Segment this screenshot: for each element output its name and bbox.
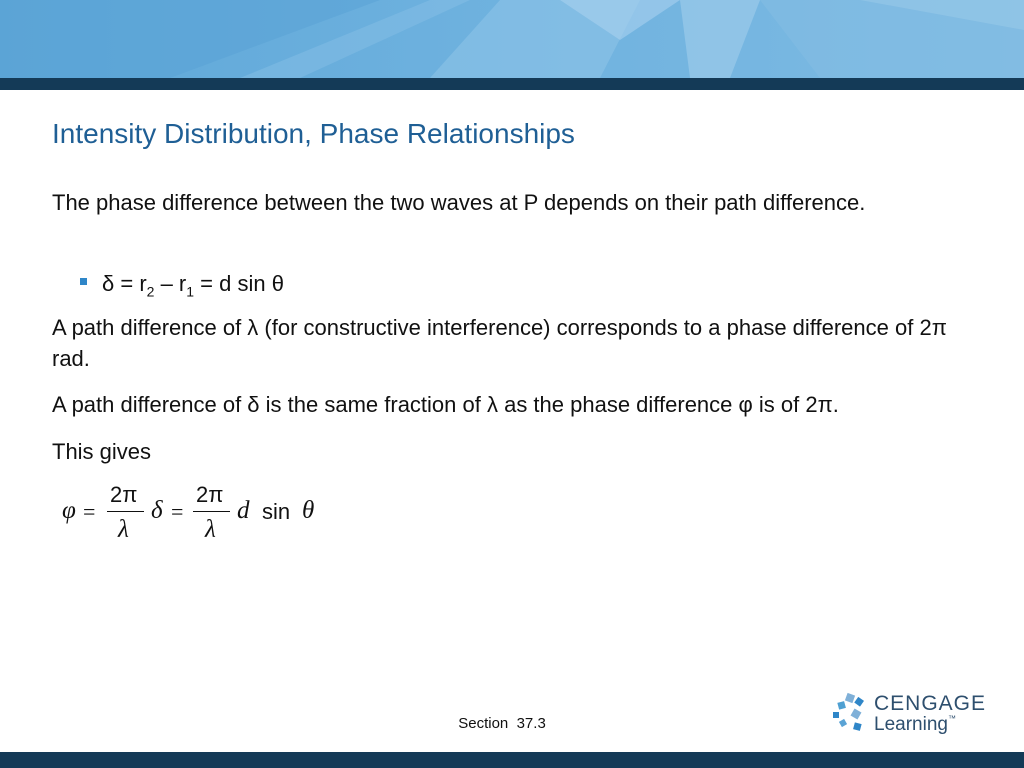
path-difference-equation: $\delta = r_2 - r_1 = d$ sin θ [102, 271, 284, 300]
slide-title: Intensity Distribution, Phase Relationships [52, 118, 575, 149]
fraction-bar-2 [193, 511, 230, 512]
formula-sin: sin [262, 499, 291, 524]
header-banner [0, 0, 1024, 78]
formula-numerator-1: 2π [110, 482, 138, 507]
formula-phi: φ [62, 497, 76, 524]
formula-denominator-2: λ [205, 516, 216, 543]
formula-equals-2: = [171, 499, 184, 524]
banner-pattern [0, 0, 1024, 78]
paragraph-this-gives: This gives [52, 439, 152, 464]
formula-d: d [237, 497, 250, 524]
cengage-wordmark: CENGAGE [874, 692, 987, 715]
learning-wordmark: Learning™ [874, 714, 956, 735]
formula-equals-1: = [83, 499, 96, 524]
cengage-mark-icon [832, 690, 872, 738]
formula-theta: θ [302, 497, 315, 524]
footer-rule [0, 752, 1024, 768]
phase-formula [62, 478, 382, 548]
section-footer: Section 37.3 [458, 715, 546, 732]
formula-delta: δ [151, 497, 163, 524]
bullet-item-path-difference [80, 268, 284, 307]
formula-denominator-1: λ [118, 516, 129, 543]
bullet-square-icon [80, 278, 87, 285]
paragraph-phase-difference: The phase difference between the two waves at P depends on their path difference. [52, 190, 866, 215]
paragraph-fraction: A path difference of δ is the same fraction of λ as the phase difference φ is of 2π. [52, 392, 839, 417]
formula-numerator-2: 2π [196, 482, 224, 507]
paragraph-constructive: A path difference of λ (for constructive interference) corresponds to a phase difference of 2π rad. [52, 315, 947, 371]
header-rule [0, 78, 1024, 90]
fraction-bar-1 [107, 511, 144, 512]
cengage-logo [832, 690, 987, 738]
